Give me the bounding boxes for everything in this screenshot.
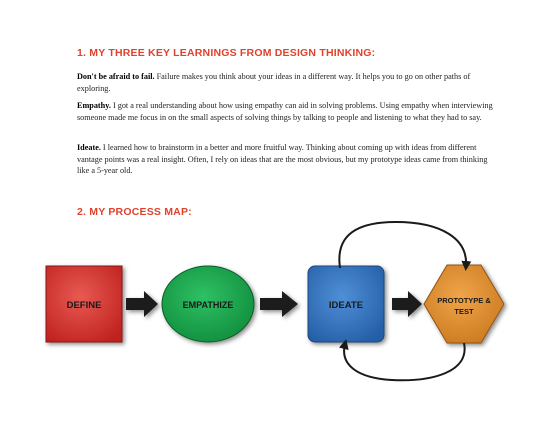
empathize-label: EMPATHIZE xyxy=(182,300,234,310)
learning-title: Empathy. xyxy=(77,101,111,110)
learnings-heading: 1. MY THREE KEY LEARNINGS FROM DESIGN THINKING: xyxy=(77,47,376,59)
arrow-ideate-to-prototype xyxy=(392,291,422,317)
learning-text: Failure makes you think about your ideas in a different way. It helps you to go on other paths of exploring. xyxy=(77,72,471,93)
loop-arrow-bottom xyxy=(344,343,465,380)
arrow-define-to-empathize xyxy=(126,291,158,317)
process-map-heading: 2. MY PROCESS MAP: xyxy=(77,206,192,218)
ideate-label: IDEATE xyxy=(328,300,364,311)
define-label: DEFINE xyxy=(66,300,102,311)
learning-text: I learned how to brainstorm in a better and more fruitful way. Thinking about coming up with ideas from different vantage points was a real insight. Often, I rely on ideas that are the most obvious, but my prototype ideas came from thinking like a 5-year old. xyxy=(77,143,488,175)
learning-title: Don't be afraid to fail. xyxy=(77,72,155,81)
learning-text: I got a real understanding about how using empathy can aid in solving problems. Using empathy when interviewing someone made me focus in on the small aspects of solving things by talking to people and listening to what they had to say. xyxy=(77,101,493,122)
prototype-label-line2: TEST xyxy=(454,307,474,316)
prototype-label-line1: PROTOTYPE & xyxy=(437,296,491,305)
arrow-empathize-to-ideate xyxy=(260,291,298,317)
loop-arrow-top xyxy=(339,222,466,268)
learning-title: Ideate. xyxy=(77,143,101,152)
